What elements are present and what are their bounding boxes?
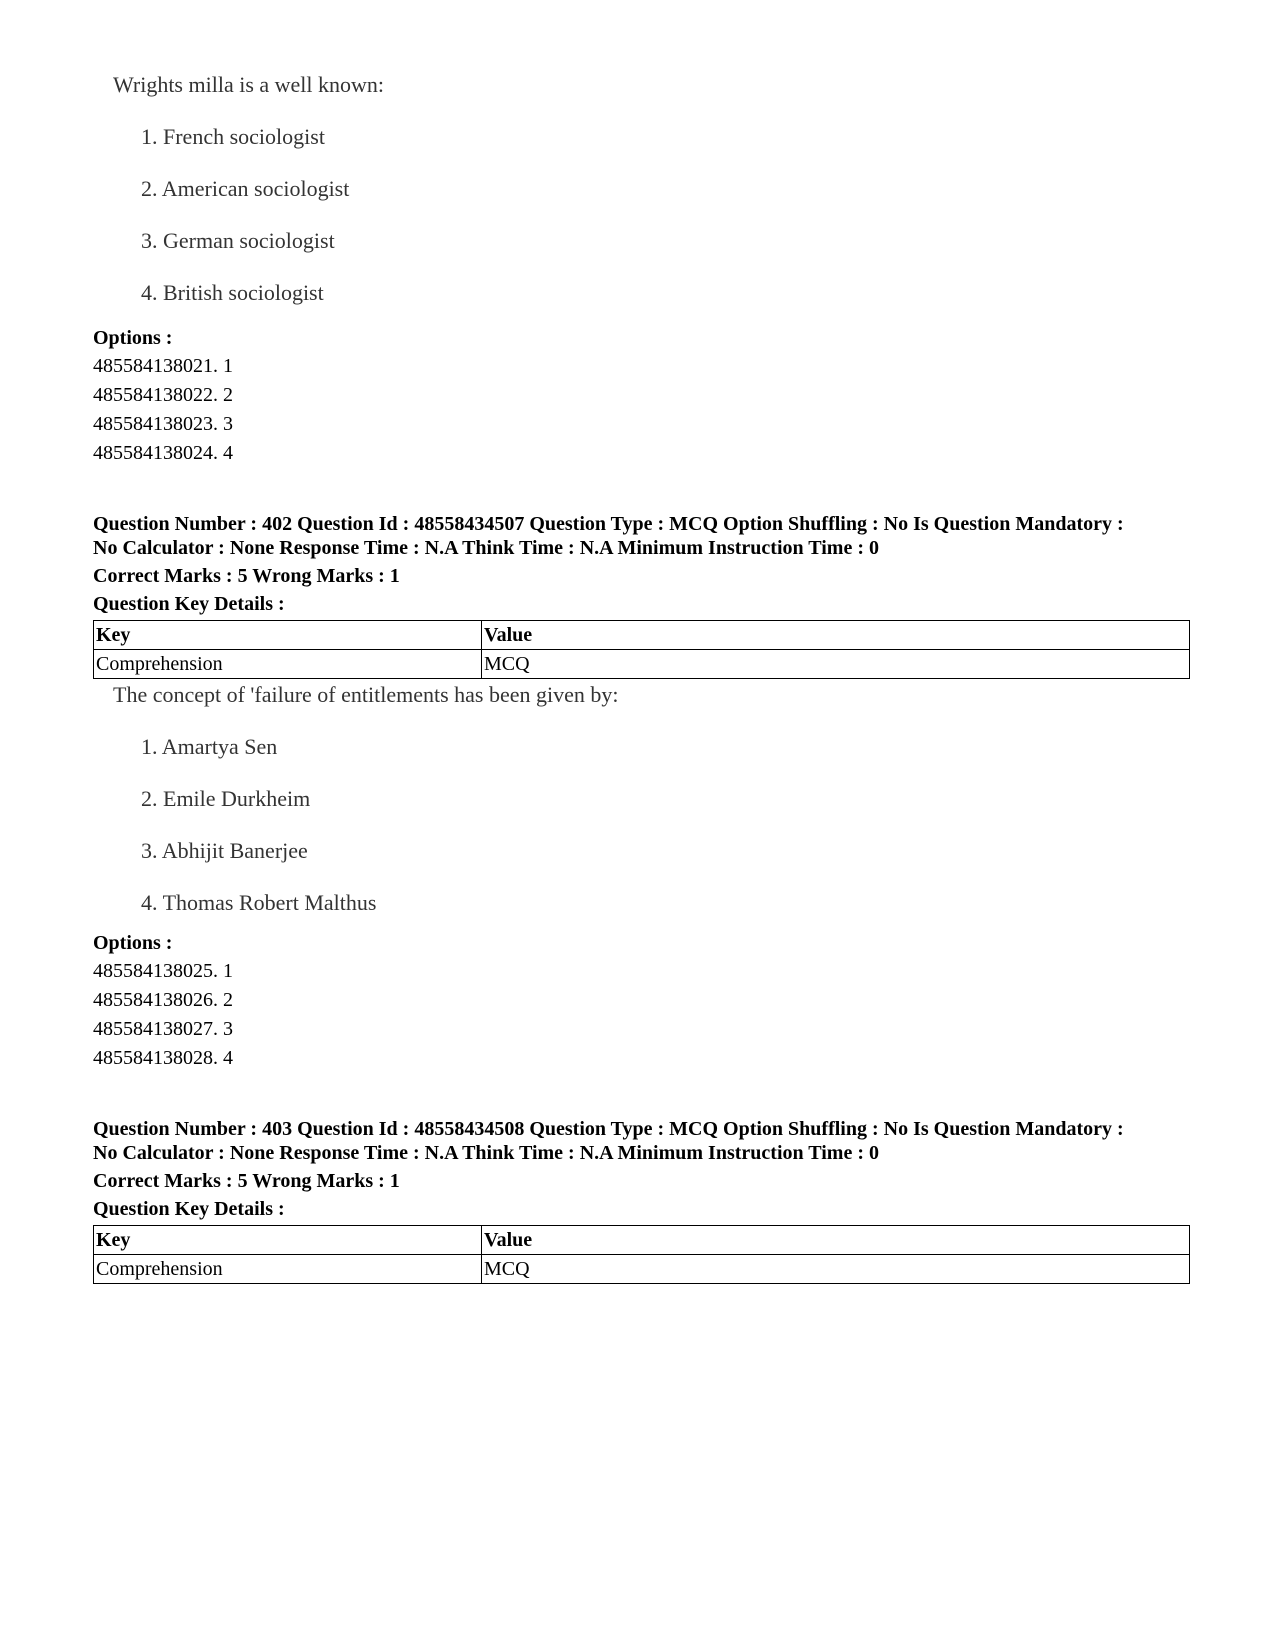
option-line: 485584138024. 4 <box>93 442 233 464</box>
table-cell: Comprehension <box>94 650 482 679</box>
table-header-cell: Value <box>482 621 1190 650</box>
question-401-choice-3: 3. German sociologist <box>141 228 335 253</box>
table-header-cell: Value <box>482 1226 1190 1255</box>
option-line: 485584138022. 2 <box>93 384 233 406</box>
question-401-image <box>93 0 693 320</box>
options-label: Options : <box>93 932 173 954</box>
option-line: 485584138028. 4 <box>93 1047 233 1069</box>
option-line: 485584138023. 3 <box>93 413 233 435</box>
key-details-label: Question Key Details : <box>93 1198 285 1220</box>
question-marks: Correct Marks : 5 Wrong Marks : 1 <box>93 565 400 587</box>
question-403-header <box>93 1117 1193 1284</box>
question-402-choice-3: 3. Abhijit Banerjee <box>141 838 308 863</box>
question-meta-line: No Calculator : None Response Time : N.A Think Time : N.A Minimum Instruction Time : 0 <box>93 1142 879 1164</box>
option-line: 485584138025. 1 <box>93 960 233 982</box>
question-marks: Correct Marks : 5 Wrong Marks : 1 <box>93 1170 400 1192</box>
option-line: 485584138026. 2 <box>93 989 233 1011</box>
question-401-choice-2: 2. American sociologist <box>141 176 350 201</box>
question-401-stem: Wrights milla is a well known: <box>113 72 385 97</box>
question-meta-line: Question Number : 403 Question Id : 48558434508 Question Type : MCQ Option Shuffling : No Is Question Mandatory : <box>93 1118 1124 1140</box>
question-meta-line: No Calculator : None Response Time : N.A Think Time : N.A Minimum Instruction Time : 0 <box>93 537 879 559</box>
question-402-choice-4: 4. Thomas Robert Malthus <box>141 890 377 915</box>
question-401-options <box>93 324 1193 468</box>
question-401-choice-1: 1. French sociologist <box>141 124 325 149</box>
options-label: Options : <box>93 327 173 349</box>
table-row <box>94 1255 1190 1284</box>
option-line: 485584138027. 3 <box>93 1018 233 1040</box>
table-header-cell: Key <box>94 1226 482 1255</box>
question-402-options <box>93 929 1193 1073</box>
table-header-cell: Key <box>94 621 482 650</box>
question-402-image <box>93 610 793 930</box>
question-401-choice-4: 4. British sociologist <box>141 280 324 305</box>
table-cell: Comprehension <box>94 1255 482 1284</box>
table-header-row <box>94 1226 1190 1255</box>
question-meta-line: Question Number : 402 Question Id : 48558434507 Question Type : MCQ Option Shuffling : No Is Question Mandatory : <box>93 513 1124 535</box>
question-402-choice-2: 2. Emile Durkheim <box>141 786 311 811</box>
question-402-choice-1: 1. Amartya Sen <box>141 734 278 759</box>
table-cell: MCQ <box>482 1255 1190 1284</box>
option-line: 485584138021. 1 <box>93 355 233 377</box>
key-details-label: Question Key Details : <box>93 593 285 615</box>
key-details-table <box>93 1225 1190 1284</box>
question-402-stem: The concept of 'failure of entitlements has been given by: <box>113 682 619 707</box>
table-cell: MCQ <box>482 650 1190 679</box>
